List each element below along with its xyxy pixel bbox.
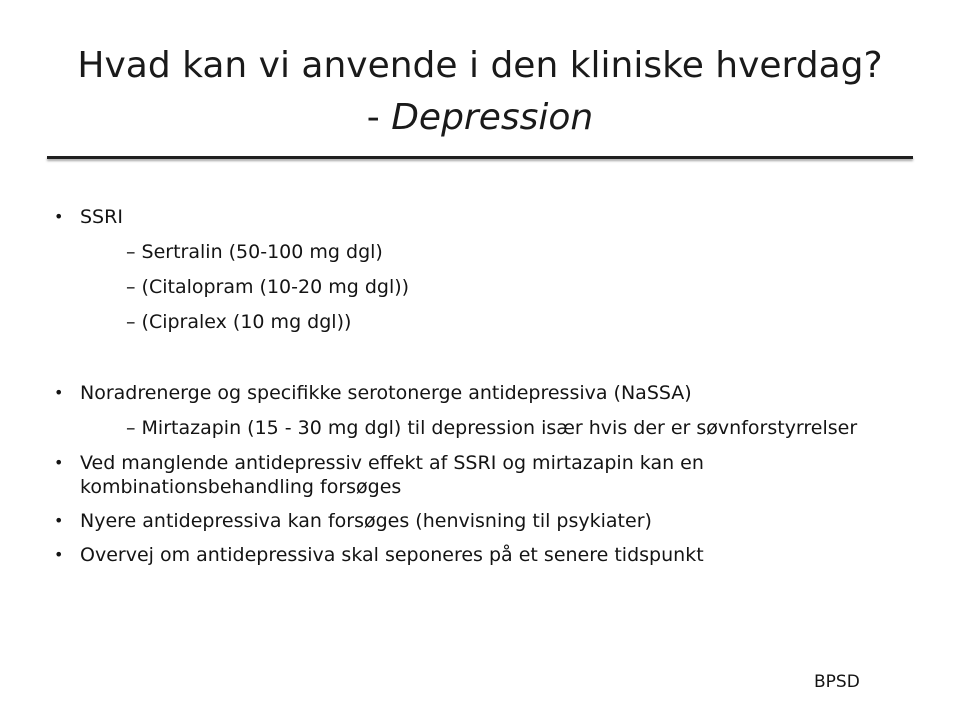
title-subtitle: Depression xyxy=(391,97,594,138)
slide-title xyxy=(40,40,920,144)
title-line-2 xyxy=(40,92,920,144)
bullet-text: Noradrenerge og specifikke serotonerge antidepressiva (NaSSA) xyxy=(80,382,692,404)
bullet-text: Ved manglende antidepressiv effekt af SSRI og mirtazapin kan en kombinationsbehandling forsøges xyxy=(80,452,704,498)
bullet-list xyxy=(52,205,882,577)
bullet-item-nassa xyxy=(52,381,882,440)
bullet-icon: • xyxy=(54,207,64,226)
bullet-text: Overvej om antidepressiva skal seponeres på et senere tidspunkt xyxy=(80,544,704,566)
footer-label: BPSD xyxy=(814,672,860,692)
bullet-item-ssri xyxy=(52,205,882,334)
title-prefix: - xyxy=(366,97,392,138)
bullet-icon: • xyxy=(54,511,64,530)
bullet-item-newer xyxy=(52,509,882,533)
bullet-item-discontinue xyxy=(52,543,882,567)
bullet-icon: • xyxy=(54,383,64,402)
sub-bullet-sertralin: – Sertralin (50-100 mg dgl) xyxy=(126,241,383,263)
sub-bullet-citalopram: – (Citalopram (10-20 mg dgl)) xyxy=(126,276,410,298)
title-divider xyxy=(47,156,913,159)
sub-bullet-mirtazapin: – Mirtazapin (15 - 30 mg dgl) til depression især hvis der er søvnforstyrrelser xyxy=(126,417,858,439)
bullet-icon: • xyxy=(54,545,64,564)
bullet-item-combination xyxy=(52,451,882,499)
bullet-text: Nyere antidepressiva kan forsøges (henvisning til psykiater) xyxy=(80,510,652,532)
spacer xyxy=(52,345,882,381)
bullet-text: SSRI xyxy=(80,206,123,228)
sub-bullet-cipralex: – (Cipralex (10 mg dgl)) xyxy=(126,311,352,333)
title-line-1: Hvad kan vi anvende i den kliniske hverdag? xyxy=(77,45,883,86)
bullet-icon: • xyxy=(54,453,64,472)
